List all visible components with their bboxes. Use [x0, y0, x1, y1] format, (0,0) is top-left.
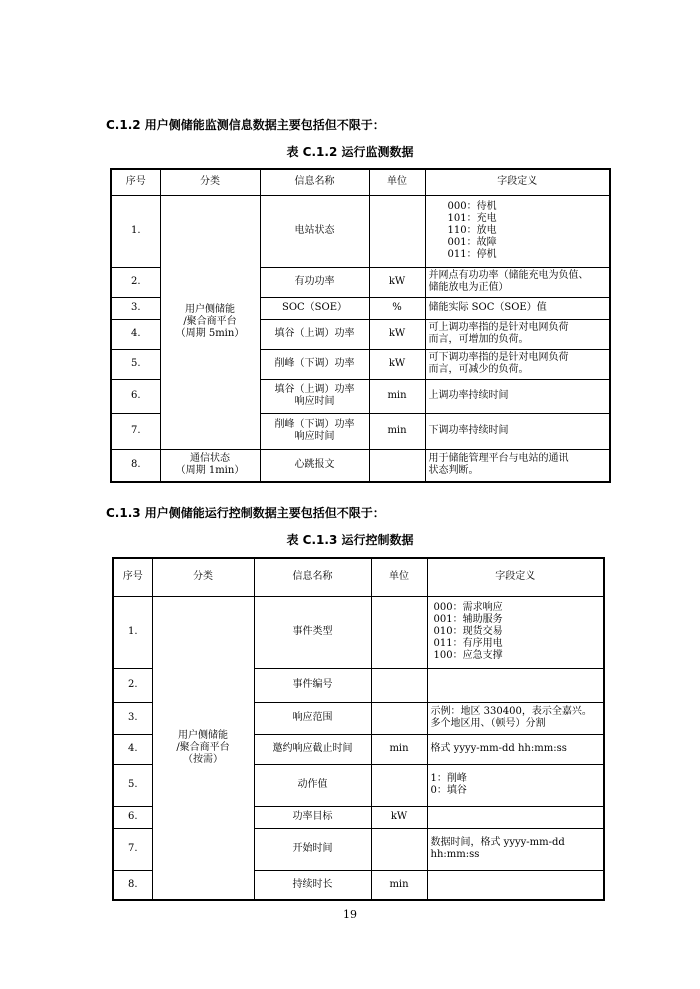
- monitoring-data-table: [110, 168, 611, 483]
- info-name: 削峰（下调）功率: [260, 349, 369, 379]
- table-row: [111, 449, 610, 482]
- info-name: SOC（SOE）: [260, 297, 369, 319]
- header-cell: 分类: [152, 558, 254, 596]
- unit: kW: [369, 349, 425, 379]
- category-cell: 通信状态 （周期 1min）: [160, 449, 260, 482]
- info-name: 心跳报文: [260, 449, 369, 482]
- info-name: 邀约响应截止时间: [254, 734, 371, 764]
- info-name: 电站状态: [260, 195, 369, 267]
- field-definition: 下调功率持续时间: [425, 413, 610, 449]
- unit: min: [369, 413, 425, 449]
- field-definition: 用于储能管理平台与电站的通讯 状态判断。: [425, 449, 610, 482]
- header-cell: 序号: [113, 558, 152, 596]
- field-definition: [427, 668, 604, 702]
- unit: [369, 449, 425, 482]
- unit: min: [371, 734, 427, 764]
- header-cell: 信息名称: [260, 169, 369, 195]
- row-number: 3.: [111, 297, 160, 319]
- field-definition: 数据时间，格式 yyyy-mm-dd hh:mm:ss: [427, 828, 604, 870]
- row-number: 2.: [113, 668, 152, 702]
- table-header-row: [113, 558, 604, 596]
- row-number: 5.: [113, 764, 152, 806]
- unit: [369, 195, 425, 267]
- row-number: 8.: [111, 449, 160, 482]
- info-name: 填谷（上调）功率 响应时间: [260, 379, 369, 413]
- info-name: 持续时长: [254, 870, 371, 900]
- table-row: [111, 195, 610, 267]
- category-cell: 用户侧储能 /聚合商平台 （周期 5min）: [160, 195, 260, 449]
- row-number: 4.: [111, 319, 160, 349]
- section-heading-c13: C.1.3 用户侧储能运行控制数据主要包括但不限于：: [106, 506, 385, 520]
- row-number: 8.: [113, 870, 152, 900]
- header-cell: 字段定义: [425, 169, 610, 195]
- info-name: 开始时间: [254, 828, 371, 870]
- field-definition: 000：待机 101：充电 110：放电 001：故障 011：停机: [425, 195, 610, 267]
- row-number: 6.: [111, 379, 160, 413]
- category-cell: 用户侧储能 /聚合商平台 （按需）: [152, 596, 254, 900]
- table-row: [113, 596, 604, 668]
- header-cell: 分类: [160, 169, 260, 195]
- page-number: 19: [343, 908, 357, 921]
- field-definition: 1：削峰 0：填谷: [427, 764, 604, 806]
- field-definition: [427, 806, 604, 828]
- field-definition: [427, 870, 604, 900]
- header-cell: 序号: [111, 169, 160, 195]
- info-name: 事件编号: [254, 668, 371, 702]
- info-name: 动作值: [254, 764, 371, 806]
- section-heading-c12: C.1.2 用户侧储能监测信息数据主要包括但不限于：: [106, 118, 385, 132]
- control-data-table: [112, 557, 605, 901]
- info-name: 填谷（上调）功率: [260, 319, 369, 349]
- unit: [371, 702, 427, 734]
- unit: kW: [369, 267, 425, 297]
- unit: kW: [369, 319, 425, 349]
- field-definition: 上调功率持续时间: [425, 379, 610, 413]
- row-number: 1.: [113, 596, 152, 668]
- info-name: 功率目标: [254, 806, 371, 828]
- unit: [371, 828, 427, 870]
- unit: [371, 668, 427, 702]
- unit: min: [369, 379, 425, 413]
- header-cell: 字段定义: [427, 558, 604, 596]
- info-name: 有功功率: [260, 267, 369, 297]
- row-number: 5.: [111, 349, 160, 379]
- row-number: 6.: [113, 806, 152, 828]
- field-definition: 储能实际 SOC（SOE）值: [425, 297, 610, 319]
- unit: [371, 596, 427, 668]
- table-caption-c13: 表 C.1.3 运行控制数据: [286, 533, 414, 547]
- row-number: 4.: [113, 734, 152, 764]
- row-number: 3.: [113, 702, 152, 734]
- row-number: 1.: [111, 195, 160, 267]
- field-definition: 000：需求响应 001：辅助服务 010：现货交易 011：有序用电 100：应急支撑: [427, 596, 604, 668]
- field-definition: 示例：地区 330400，表示全嘉兴。 多个地区用、（顿号）分割: [427, 702, 604, 734]
- row-number: 7.: [113, 828, 152, 870]
- header-cell: 单位: [369, 169, 425, 195]
- table-header-row: [111, 169, 610, 195]
- unit: kW: [371, 806, 427, 828]
- unit: [371, 764, 427, 806]
- row-number: 7.: [111, 413, 160, 449]
- field-definition: 并网点有功功率（储能充电为负值、 储能放电为正值）: [425, 267, 610, 297]
- field-definition: 可下调功率指的是针对电网负荷 而言，可减少的负荷。: [425, 349, 610, 379]
- table-caption-c12: 表 C.1.2 运行监测数据: [286, 145, 414, 159]
- field-definition: 可上调功率指的是针对电网负荷 而言，可增加的负荷。: [425, 319, 610, 349]
- row-number: 2.: [111, 267, 160, 297]
- unit: %: [369, 297, 425, 319]
- header-cell: 信息名称: [254, 558, 371, 596]
- info-name: 削峰（下调）功率 响应时间: [260, 413, 369, 449]
- unit: min: [371, 870, 427, 900]
- header-cell: 单位: [371, 558, 427, 596]
- field-definition: 格式 yyyy-mm-dd hh:mm:ss: [427, 734, 604, 764]
- info-name: 事件类型: [254, 596, 371, 668]
- info-name: 响应范围: [254, 702, 371, 734]
